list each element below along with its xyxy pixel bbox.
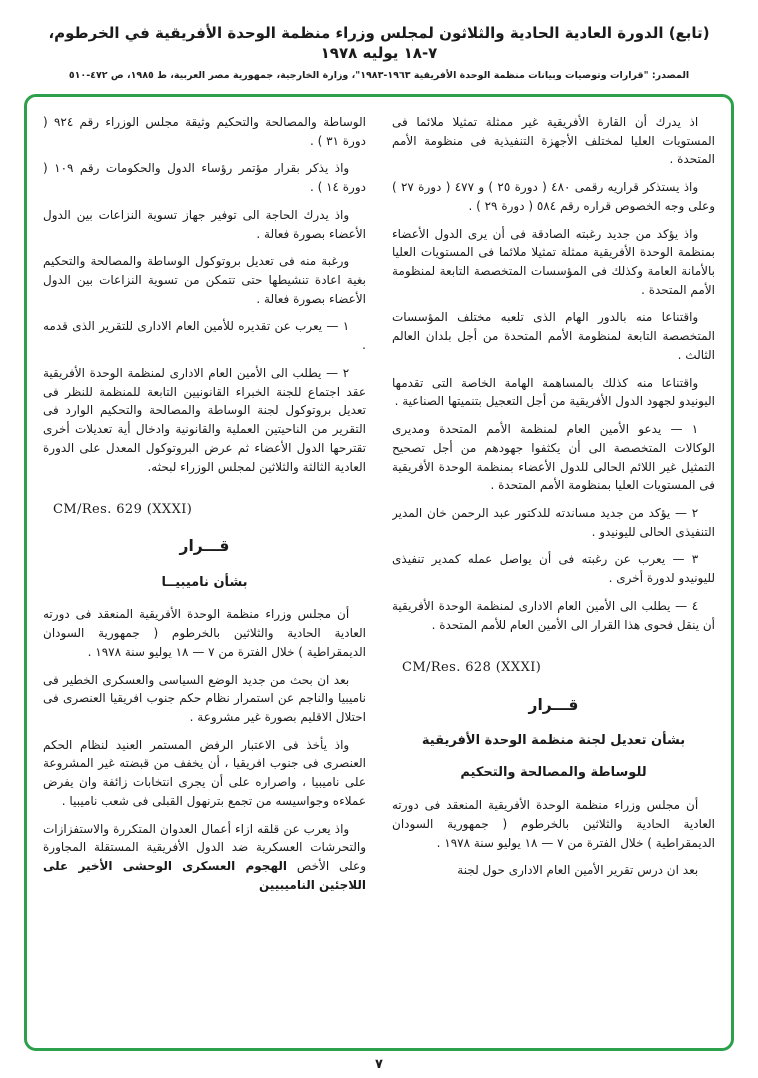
text-columns [43,113,715,1038]
paragraph-bold-text: الهجوم العسكرى الوحشى الأخير على اللاجئين الناميبيين [43,859,366,892]
paragraph: بعد ان بحث من جديد الوضع السياسى والعسكرى الخطير فى ناميبيا والناجم عن استمرار نظام حكم جنوب افريقيا العنصرى فى احتلال الاقليم بصورة غير مشروعة . [43,672,366,725]
resolution-heading: قـــرار [528,695,579,714]
numbered-clause: ٤ — يطلب الى الأمين العام الادارى لمنظمة الوحدة الأفريقية أن ينقل فحوى هذا القرار الى الأمين العام للأمم المتحدة . [392,598,715,632]
paragraph [43,820,366,895]
numbered-clause: ٣ — يعرب عن رغبته فى أن يواصل عمله كمدير تنفيذى لليونيدو لدورة أخرى . [392,552,715,586]
column-right [392,113,715,1038]
numbered-clause: ١ — يعرب عن تقديره للأمين العام الادارى للتقرير الذى قدمه . [43,319,366,353]
paragraph: واذ يؤكد من جديد رغبته الصادقة فى أن يرى الدول الأعضاء بمنظمة الوحدة الأفريقية ممثلة تمثيلا ملائما فى المستويات العليا بالأمانة العامة وكذلك فى المؤسسات المتخصصة التابعة لمنظومة الأمم المتحدة . [392,226,715,297]
numbered-clause: ٢ — يطلب الى الأمين العام الادارى لمنظمة الوحدة الأفريقية عقد اجتماع للجنة الخبراء القانونيين التابعة للمنظمة للنظر فى تعديل بروتوكول لجنة الوساطة والمصالحة والتحكيم الوارد فى التقرير من الناحيتين العملية والقانونية وادخال أية تعديلات أخرى تقترحها الدول الأعضاء ثم عرض البروتوكول المعدل على الدورة العادية الثالثة والثلاثين لمجلس الوزراء لبحثه. [43,365,366,474]
paragraph: واقتناعا منه كذلك بالمساهمة الهامة الخاصة التى تقدمها اليونيدو لجهود الدول الأفريقية من أجل التعجيل بتنميتها الصناعية . [392,375,715,409]
page-header [0,0,758,81]
paragraph: أن مجلس وزراء منظمة الوحدة الأفريقية المنعقد فى دورته العادية الحادية والثلاثين بالخرطوم ( جمهورية السودان الديمقراطية ) خلال الفترة من ٧ — ١٨ يوليو سنة ١٩٧٨ . [43,607,366,659]
page-footer [0,1053,758,1072]
resolution-subject: للوساطة والمصالحة والتحكيم [460,765,647,781]
resolution-heading: قـــرار [179,537,230,556]
document-title: (تابع) الدورة العادية الحادية والثلاثون لمجلس وزراء منظمة الوحدة الأفريقية في الخرطوم، ٧-١٨ يوليه ١٩٧٨ [48,24,710,62]
resolution-subject: بشأن ناميبيــا [161,574,248,590]
paragraph: ورغبة منه فى تعديل بروتوكول الوساطة والمصالحة والتحكيم بغية اعادة تنشيطها حتى تتمكن من تسوية النزاعات بين الدول الأعضاء بصورة فعالة . [43,254,366,306]
paragraph-text: واذ يعرب عن قلقه ازاء أعمال العدوان المتكررة والاستفزازات والتحرشات العسكرية ضد الدول الأفريقية المستقلة المجاورة وعلى الأخص [43,821,366,874]
resolution-subject: بشأن تعديل لجنة منظمة الوحدة الأفريقية [421,732,686,748]
paragraph: واذ يستذكر قراريه رقمى ٤٨٠ ( دورة ٢٥ ) و ٤٧٧ ( دورة ٢٧ ) وعلى وجه الخصوص قراره رقم ٥٨٤ ( دورة ٢٩ ) . [392,180,715,213]
paragraph: واذ يدرك الحاجة الى توفير جهاز تسوية النزاعات بين الدول الأعضاء بصورة فعالة . [43,207,366,241]
document-source: المصدر: "قرارات وتوصيات وبيانات منظمة الوحدة الأفريقية ١٩٦٣-١٩٨٣"، وزارة الخارجية، جمهورية مصر العربية، ط ١٩٨٥، ص ٤٧٢-٥١٠ [68,70,690,81]
paragraph: بعد ان درس تقرير الأمين العام الادارى حول لجنة [457,863,699,878]
page-number: ٧ [375,1057,383,1072]
column-left [43,113,366,1038]
numbered-clause: ٢ — يؤكد من جديد مساندته للدكتور عبد الرحمن خان المدير التنفيذى الحالى لليونيدو . [392,505,715,539]
green-border-frame [24,94,734,1051]
resolution-reference: CM/Res. 629 (XXXI) [53,502,193,518]
paragraph: واقتناعا منه بالدور الهام الذى تلعبه مختلف المؤسسات المتخصصة التابعة لمنظومة الأمم المتحدة من أجل بلدان العالم الثالث . [392,310,715,362]
paragraph: واذ يذكر بقرار مؤتمر رؤساء الدول والحكومات رقم ١٠٩ ( دورة ١٤ ) . [43,161,366,195]
resolution-reference: CM/Res. 628 (XXXI) [402,660,542,676]
numbered-clause: ١ — يدعو الأمين العام لمنظمة الأمم المتحدة ومديرى الوكالات المتخصصة الى أن يكثفوا جهودهم من أجل تصحيح التمثيل غير اللائم الحالى للدول الأعضاء بمنظمة الوحدة الأفريقية فى المستويات العليا بمنظومة الأمم المتحدة . [392,422,715,493]
paragraph: واذ يأخذ فى الاعتبار الرفض المستمر العنيد لنظام الحكم العنصرى فى جنوب افريقيا ، أن يخفف من قبضته غير المشروعة على ناميبيا ، واصراره على أن يجرى انتخابات زائفة وان يفرض عملاءه وجواسيسه من تجمع بترنهول القبلى فى شعب ناميبيا . [43,737,366,808]
paragraph: الوساطة والمصالحة والتحكيم وثيقة مجلس الوزراء رقم ٩٢٤ ( دورة ٣١ ) . [43,115,366,148]
paragraph: أن مجلس وزراء منظمة الوحدة الأفريقية المنعقد فى دورته العادية الحادية والثلاثين بالخرطوم ( جمهورية السودان الديمقراطية ) خلال الفترة من ٧ — ١٨ يوليو سنة ١٩٧٨ . [392,798,715,850]
paragraph: اذ يدرك أن القارة الأفريقية غير ممثلة تمثيلا ملائما فى المستويات العليا لمختلف الأجهزة التنفيذية فى منظومة الأمم المتحدة . [392,115,715,167]
